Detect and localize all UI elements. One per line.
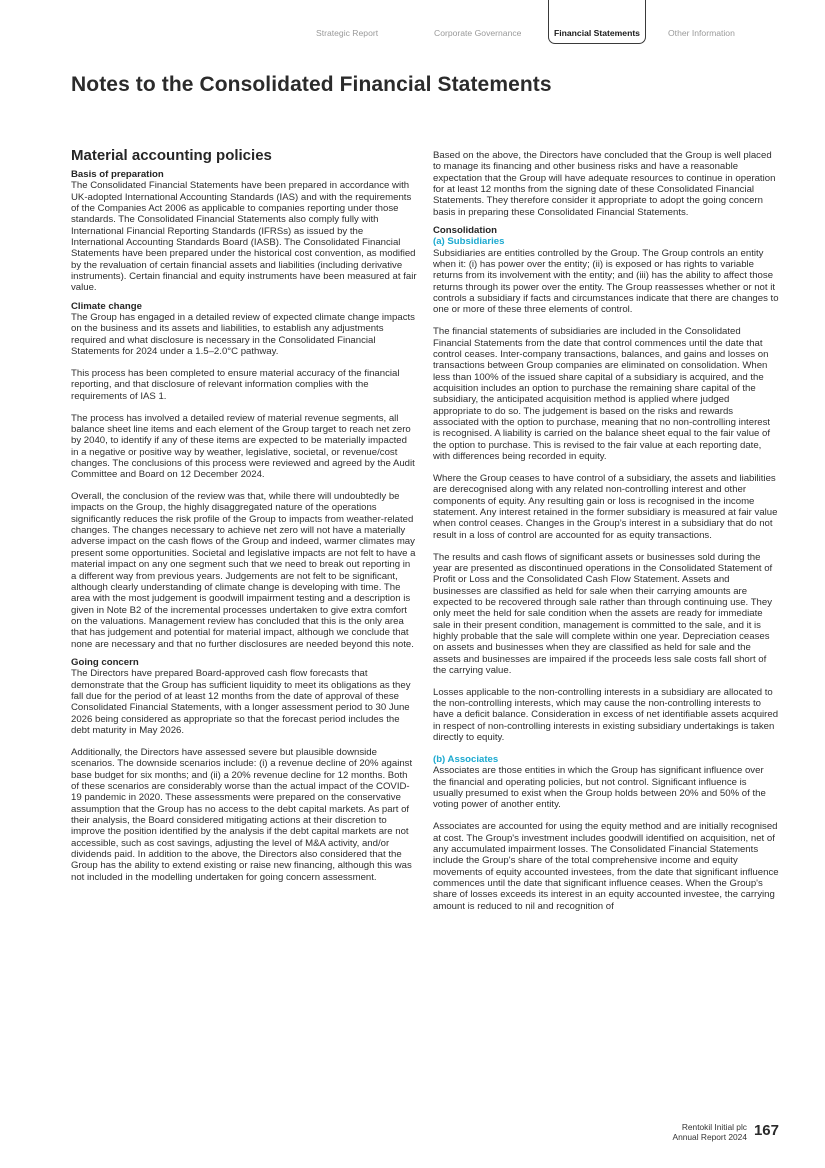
associates-heading: (b) Associates xyxy=(433,754,499,765)
subsidiaries-paragraph-2: The financial statements of subsidiaries are included in the Consolidated Financial Statements from the date that control commences until the date that control ceases. Inter-company transactions, balances, and gains and losses on transactions between Group companies are eliminated on consolidation. When less than 100% of the issued share capital of a subsidiary is acquired, and the acquisition includes an option to purchase the remaining share capital of the subsidiary, the anticipated acquisition method is applied where judged appropriate to do so. The judgement is based on the risks and rewards associated with the option to purchase, meaning that no non-controlling interest is recognised. A liability is carried on the balance sheet equal to the fair value of the option to purchase. This is revised to the fair value at each reporting date, with differences being recorded in equity. xyxy=(433,326,771,463)
footer-company: Rentokil Initial plc xyxy=(681,1122,747,1132)
tab-strategic-report[interactable]: Strategic Report xyxy=(316,28,379,38)
climate-paragraph-1: The Group has engaged in a detailed review of expected climate change impacts on the business and its assets and liabilities, to establish any adjustments required and what disclosure is necessary in the Consolidated Financial Statements for 2024 under a 1.5–2.0°C pathway. xyxy=(71,312,415,358)
tab-other-information[interactable]: Other Information xyxy=(668,28,735,38)
climate-paragraph-2: This process has been completed to ensure material accuracy of the financial reporting, and that disclosure of relevant information complies with the requirements of IAS 1. xyxy=(71,368,400,402)
subsidiaries-paragraph-3: Where the Group ceases to have control of a subsidiary, the assets and liabilities are derecognised along with any related non-controlling interest and other components of equity. Any resulting gain or loss is recognised in the income statement. Any interest retained in the former subsidiary is measured at fair value when control ceases. Changes in the Group’s interest in a subsidiary that do not result in a loss of control are accounted for as equity transactions. xyxy=(433,472,778,541)
going-concern-paragraph-1: The Directors have prepared Board-approved cash flow forecasts that demonstrate that the Group has sufficient liquidity to meet its obligations as they fall due for the period of at least 12 months from the date of approval of these Consolidated Financial Statements, with a longer assessment period to 30 June 2026 being considered as appropriate so that the forecast period includes the debt maturity in May 2026. xyxy=(71,668,411,736)
tab-financial-statements[interactable]: Financial Statements xyxy=(548,0,646,44)
consolidation-heading: Consolidation xyxy=(433,225,497,237)
page-footer xyxy=(640,1122,780,1152)
basis-heading: Basis of preparation xyxy=(71,169,164,180)
left-column xyxy=(71,147,417,893)
going-concern-paragraph-2: Additionally, the Directors have assessed severe but plausible downside scenarios. The downside scenarios include: (i) a revenue decline of 20% against base budget for six months; and (ii) a 20% revenue decline for 12 months. Both of these scenarios are considerably worse than the actual impact of the COVID-19 pandemic in 2020. These assessments were prepared on the conservative assumption that the Group has no access to the debt capital markets. As part of their analysis, the Board considered mitigating actions at their discretion to improve the position identified by the analysis if the debt capital markets are not accessible, such as cost savings, adjusting the level of M&A activity, and/or dividends paid. In addition to the above, the Directors also considered that the Group has the ability to extend existing or raise new financing, although this was not included in the modelling undertaken for going concern assessment. xyxy=(71,746,413,883)
section-nav xyxy=(300,0,770,46)
subsidiaries-paragraph-1: Subsidiaries are entities controlled by the Group. The Group controls an entity when it: (i) has power over the entity; (ii) is exposed or has rights to variable returns from its involvement with the entity; and (iii) has the ability to affect those returns through its power over the entity. The Group reassesses whether or not it controls a subsidiary if facts and circumstances indicate that there are changes to one or more of these three elements of control. xyxy=(433,247,779,316)
tab-corporate-governance[interactable]: Corporate Governance xyxy=(434,28,522,38)
page-number: 167 xyxy=(753,1122,779,1139)
subsidiaries-heading: (a) Subsidiaries xyxy=(433,236,505,248)
associates-paragraph-2: Associates are accounted for using the equity method and are initially recognised at cost. The Group's investment includes goodwill identified on acquisition, net of any accumulated impairment losses. The Consolidated Financial Statements include the Group's share of the total comprehensive income and equity movements of equity accounted investees, from the date that significant influence commences until the date that significant influence ceases. When the Group's share of losses exceeds its interest in an equity accounted investee, the carrying amount is reduced to nil and recognition of xyxy=(433,821,779,912)
subsidiaries-paragraph-5: Losses applicable to the non-controlling interests in a subsidiary are allocated to the non-controlling interests, which may cause the non-controlling interests to have a deficit balance. Consideration in excess of net identifiable assets acquired in respect of non-controlling interests in existing subsidiary undertakings is taken directly to equity. xyxy=(433,686,779,744)
right-column xyxy=(433,150,779,922)
going-concern-conclusion: Based on the above, the Directors have concluded that the Group is well placed to manage its financing and other business risks and have a reasonable expectation that the Group will have adequate resources to continue in operation for at least 12 months from the signing date of these Consolidated Financial Statements. They therefore consider it appropriate to adopt the going concern basis in preparing these Consolidated Financial Statements. xyxy=(433,150,776,218)
climate-heading: Climate change xyxy=(71,300,142,312)
basis-paragraph: The Consolidated Financial Statements have been prepared in accordance with UK-adopted International Accounting Standards (IAS) and with the requirements of the Companies Act 2006 as applicable to companies reporting under those standards. The Consolidated Financial Statements also comply fully with International Financial Reporting Standards (IFRSs) as issued by the International Accounting Standards Board (IASB). The Consolidated Financial Statements have been prepared under the historical cost convention, as modified by the revaluation of certain financial assets and liabilities (including derivative instruments). Certain financial and equity instruments have been measured at fair value. xyxy=(71,180,417,294)
subsidiaries-paragraph-4: The results and cash flows of significant assets or businesses sold during the year are presented as discontinued operations in the Consolidated Statement of Profit or Loss and the Consolidated Cash Flow Statement. Assets and businesses are classified as held for sale when their carrying amounts are expected to be recovered through sale rather than through continuing use. They only meet the held for sale condition when the assets are ready for immediate sale in their present condition, management is committed to the sale, and it is highly probable that the sale will complete within one year. Depreciation ceases on assets and businesses when they are classified as held for sale and the assets and businesses are impaired if the proceeds less sale costs fall short of the carrying value. xyxy=(433,551,773,676)
climate-paragraph-3: The process has involved a detailed review of material revenue segments, all balance sheet line items and each element of the Group target to reach net zero by 2040, to identify if any of these items are expected to be materially impacted in a negative or positive way by weather, legislative, societal, or revenue/cost changes. The conclusions of this process were reviewed and agreed by the Audit Committee and Board on 12 December 2024. xyxy=(71,412,415,481)
footer-report-title: Annual Report 2024 xyxy=(672,1132,747,1142)
section-heading: Material accounting policies xyxy=(71,147,272,164)
climate-paragraph-4: Overall, the conclusion of the review was that, while there will undoubtedly be impacts on the Group, the highly disaggregated nature of the operations significantly reduces the risk profile of the Group to impacts from weather-related changes. The changes necessary to achieve net zero will not have a materially adverse impact on the cash flows of the Group and indeed, warmer climates may present some opportunities. Societal and legislative impacts are not felt to have a material impact on any one segment such that we need to break out reporting in a different way from previous years. Judgements are not felt to be significant, although clearly understanding of climate change is developing with time. The area with the most judgement is goodwill impairment testing and a description is given in Note B2 of the incremental processes undertaken to give extra comfort on the valuations. Management review has concluded that this is the only area that has judgement and potential for material impact, although we conclude that none are necessary and that no further disclosures are needed beyond this note. xyxy=(71,491,416,650)
page-title: Notes to the Consolidated Financial Statements xyxy=(71,73,552,96)
associates-paragraph-1: Associates are those entities in which the Group has significant influence over the financial and operating policies, but not control. Significant influence is usually presumed to exist when the Group holds between 20% and 50% of the voting power of another entity. xyxy=(433,765,766,811)
going-concern-heading: Going concern xyxy=(71,656,139,668)
